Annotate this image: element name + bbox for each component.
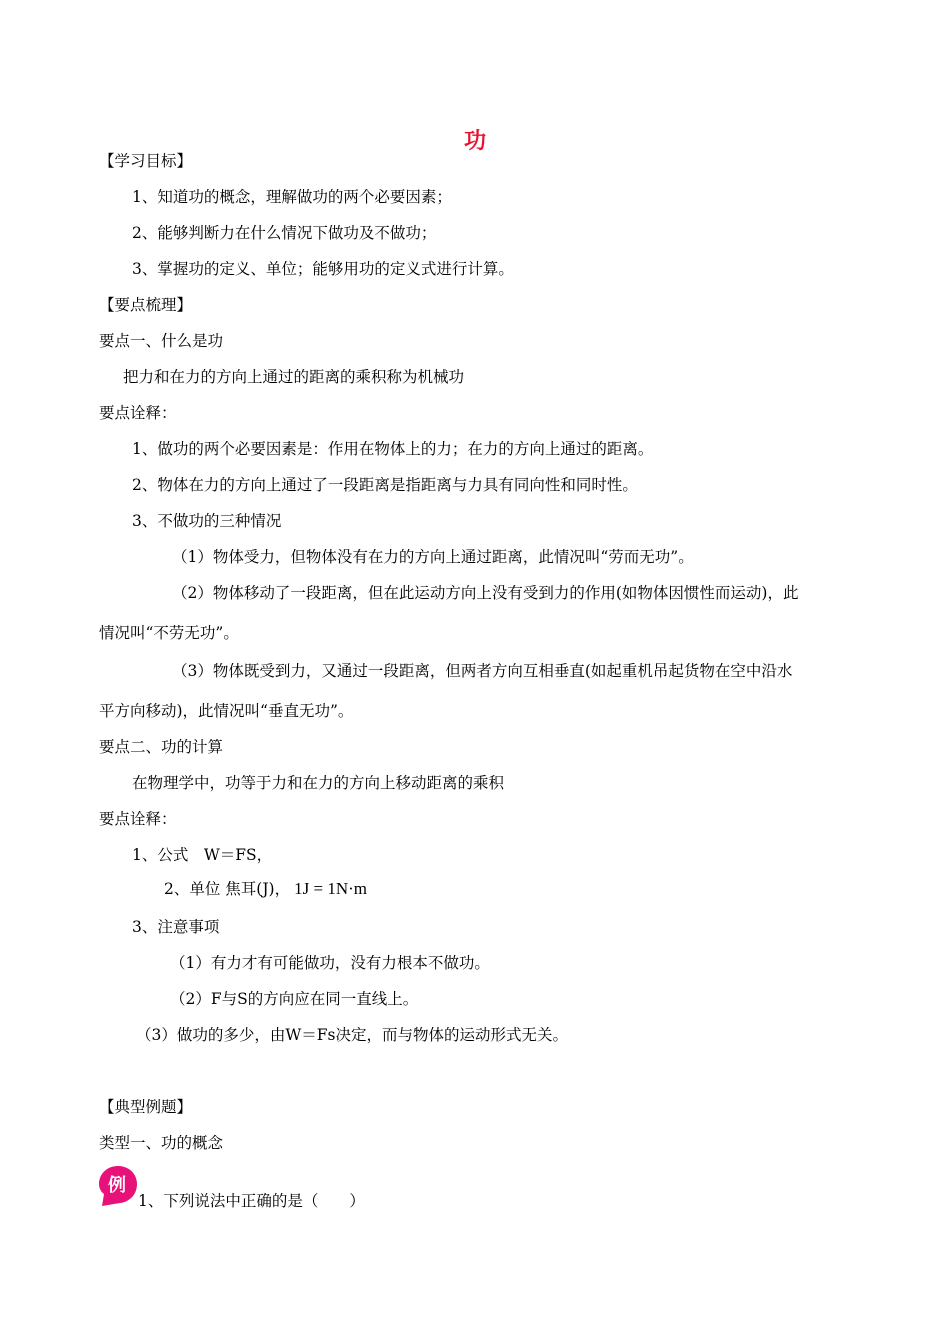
example-badge-label: 例	[108, 1175, 126, 1196]
case-2-continued: 情况叫“不劳无功”。	[99, 624, 239, 642]
example-badge-icon	[96, 1164, 140, 1208]
case-1: （1）物体受力，但物体没有在力的方向上通过距离，此情况叫“劳而无功”。	[172, 548, 694, 566]
points-header: 【要点梳理】	[99, 296, 193, 314]
point2-title: 要点二、功的计算	[99, 738, 224, 756]
goal-item-3: 3、掌握功的定义、单位；能够用功的定义式进行计算。	[132, 260, 514, 278]
notice-2: （2）F与S的方向应在同一直线上。	[170, 990, 419, 1008]
goals-header: 【学习目标】	[99, 152, 193, 170]
goal-item-1: 1、知道功的概念，理解做功的两个必要因素；	[132, 188, 452, 206]
type1-title: 类型一、功的概念	[99, 1134, 224, 1152]
point1-note-3: 3、不做功的三种情况	[132, 512, 282, 530]
examples-header: 【典型例题】	[99, 1098, 193, 1116]
point2-note-title: 要点诠释：	[99, 810, 177, 828]
point1-note-title: 要点诠释：	[99, 404, 177, 422]
formula-line: 1、公式 W＝FS，	[132, 846, 273, 864]
unit-line-text: 2、单位 焦耳(J)，	[164, 880, 291, 898]
notice-title: 3、注意事项	[132, 918, 220, 936]
point1-definition: 把力和在力的方向上通过的距离的乘积称为机械功	[123, 368, 465, 386]
point1-note-2: 2、物体在力的方向上通过了一段距离是指距离与力具有同向性和同时性。	[132, 476, 638, 494]
point2-definition: 在物理学中，功等于力和在力的方向上移动距离的乘积	[132, 774, 505, 792]
case-2: （2）物体移动了一段距离，但在此运动方向上没有受到力的作用(如物体因惯性而运动)，此	[172, 584, 799, 602]
point1-note-1: 1、做功的两个必要因素是：作用在物体上的力；在力的方向上通过的距离。	[132, 440, 654, 458]
point1-title: 要点一、什么是功	[99, 332, 224, 350]
case-3: （3）物体既受到力，又通过一段距离，但两者方向互相垂直(如起重机吊起货物在空中沿水	[172, 662, 793, 680]
case-3-continued: 平方向移动)，此情况叫“垂直无功”。	[99, 702, 354, 720]
notice-1: （1）有力才有可能做功，没有力根本不做功。	[170, 954, 490, 972]
example-1: 1、下列说法中正确的是（ ）	[138, 1192, 365, 1210]
goal-item-2: 2、能够判断力在什么情况下做功及不做功；	[132, 224, 437, 242]
page-title: 功	[463, 129, 486, 154]
unit-line	[164, 878, 367, 900]
unit-formula: 1J = 1N·m	[294, 879, 367, 898]
notice-3: （3）做功的多少，由W＝Fs决定，而与物体的运动形式无关。	[136, 1026, 569, 1044]
